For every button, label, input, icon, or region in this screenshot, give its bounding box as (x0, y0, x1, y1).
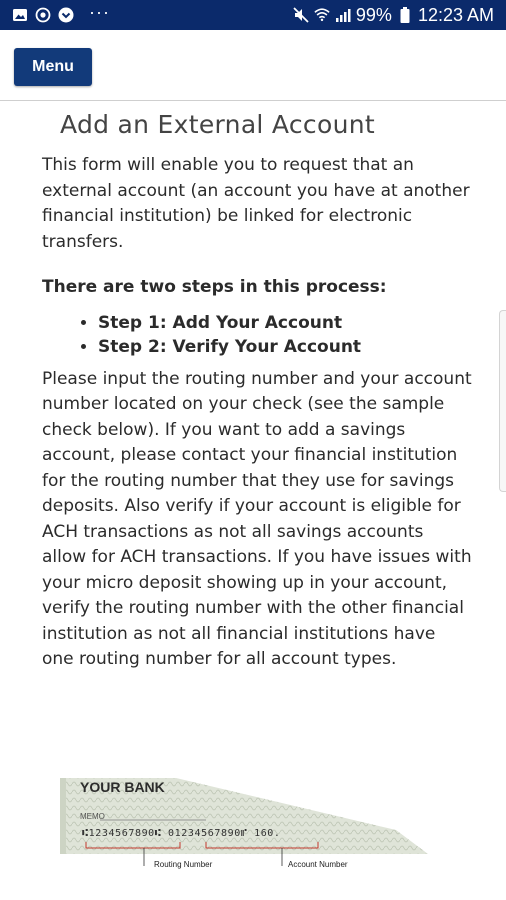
wifi-icon (314, 7, 330, 23)
bank-name: YOUR BANK (80, 779, 165, 795)
sample-check-image (56, 772, 436, 872)
page-title: Add an External Account (60, 110, 375, 139)
steps-heading: There are two steps in this process: (42, 277, 387, 297)
step-item: • Step 2: Verify Your Account (98, 335, 472, 359)
status-bar (0, 0, 506, 30)
clock: 12:23 AM (417, 4, 494, 25)
micr-line: ⑆1234567890⑆ 01234567890⑈ 160. (82, 828, 281, 839)
scroll-indicator[interactable] (499, 310, 506, 492)
vpn-icon (35, 7, 51, 23)
chevron-badge-icon (58, 7, 74, 23)
page-content (42, 110, 472, 673)
battery-icon (397, 7, 413, 23)
signal-icon (335, 7, 351, 23)
step-item: • Step 1: Add Your Account (98, 311, 472, 335)
menu-button[interactable]: Menu (14, 48, 92, 86)
mute-icon (293, 7, 309, 23)
memo-label: MEMO (80, 812, 105, 821)
overflow-dots: ··· (89, 2, 110, 22)
account-number-label: Account Number (288, 860, 348, 869)
steps-list (42, 311, 472, 359)
battery-percent: 99% (355, 4, 392, 25)
app-header (0, 30, 506, 101)
instructions-text: Please input the routing number and your account number located on your check (see the sample check below). If you want to add a savings account, please contact your financial institution for the routing number that they use for savings deposits. Also verify if your account is eligible for ACH transactions as not all savings accounts allow for ACH transactions. If you have issues with your micro deposit showing up in your account, verify the routing number with the other financial institution as not all financial institutions have one routing number for all account types. (42, 368, 472, 669)
intro-text: This form will enable you to request that an external account (an account you have at another financial institution) be linked for electronic transfers. (42, 155, 470, 252)
image-icon (12, 7, 28, 23)
routing-number-label: Routing Number (154, 860, 213, 869)
